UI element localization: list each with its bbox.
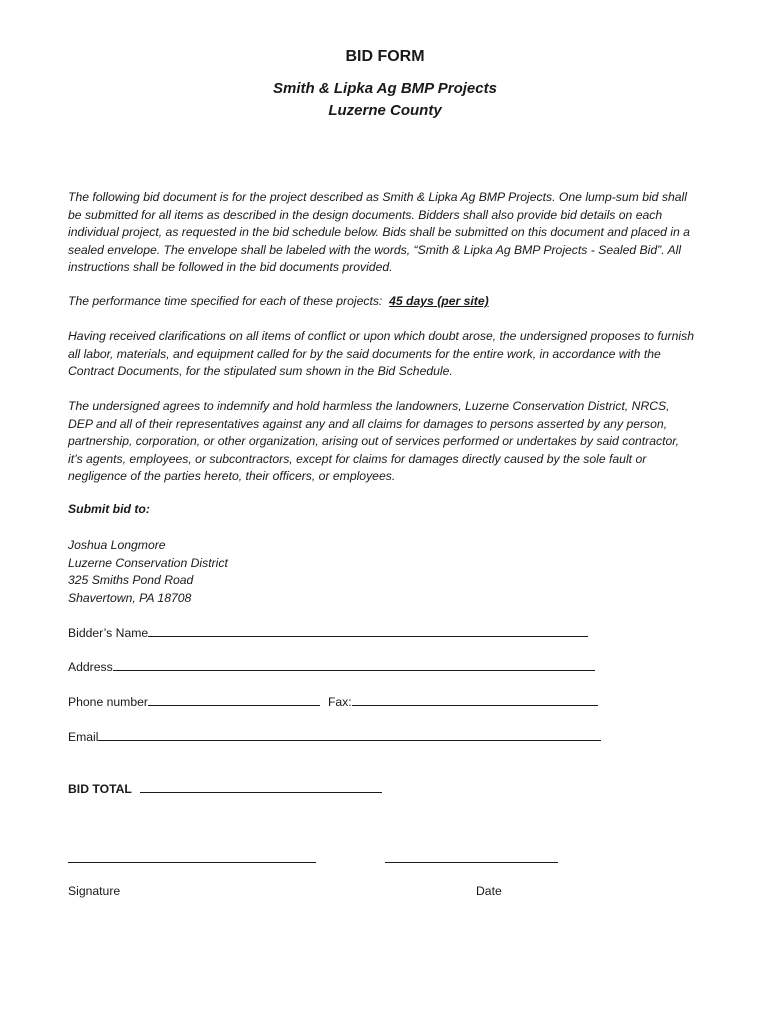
email-field[interactable] (98, 728, 601, 741)
bid-total-row (68, 780, 382, 796)
phone-label: Phone number (68, 695, 148, 709)
clarifications-paragraph: Having received clarifications on all items of conflict or upon which doubt arose, the undersigned proposes to furnish all labor, materials, and equipment called for by the said documents for the entire work, in accordance with the Contract Documents, for the stipulated sum shown in the Bid Schedule. (68, 329, 694, 378)
date-line[interactable] (385, 850, 558, 863)
recipient-city: Shavertown, PA 18708 (68, 590, 192, 605)
email-label: Email (68, 730, 99, 744)
form-title: BID FORM (345, 48, 425, 65)
address-row (68, 658, 595, 674)
address-field[interactable] (113, 658, 595, 671)
email-row (68, 728, 601, 744)
address-label: Address (68, 660, 113, 674)
indemnify-paragraph: The undersigned agrees to indemnify and hold harmless the landowners, Luzerne Conservation District, NRCS, DEP and all of their representatives against any and all claims for damages to persons asserted by any person, partnership, corporation, or other organization, arising out of services performed or undertakes by said contractor, it’s agents, employees, or subcontractors, except for claims for damages directly caused by the sole fault or negligence of the parties hereto, their officers, or employees. (68, 399, 680, 483)
phone-field[interactable] (148, 693, 320, 706)
submit-address-block (68, 537, 228, 607)
bid-total-label: BID TOTAL (68, 782, 132, 796)
signature-label: Signature (68, 884, 121, 898)
recipient-name: Joshua Longmore (68, 538, 166, 552)
fax-label: Fax: (327, 695, 352, 709)
performance-paragraph (68, 293, 696, 311)
fax-field[interactable] (352, 693, 598, 706)
submit-bid-label: Submit bid to: (68, 502, 150, 516)
date-label: Date (476, 884, 502, 898)
county-name: Luzerne County (328, 102, 442, 119)
intro-paragraph: The following bid document is for the project described as Smith & Lipka Ag BMP Projects. One lump-sum bid shall be submitted for all items as described in the design documents. Bidders shall also provide bid details on each individual project, as requested in the bid schedule below. Bids shall be submitted on this document and placed in a sealed envelope. The envelope shall be labeled with the words, “Smith & Lipka Ag BMP Projects - Sealed Bid”. All instructions shall be followed in the bid documents provided. (68, 190, 690, 274)
bidder-name-label: Bidder’s Name (68, 626, 149, 640)
bidder-name-row (68, 624, 588, 640)
recipient-street: 325 Smiths Pond Road (68, 573, 194, 587)
recipient-org: Luzerne Conservation District (68, 555, 228, 570)
phone-fax-row (68, 693, 598, 709)
performance-value: 45 days (per site) (389, 294, 489, 308)
signature-line[interactable] (68, 850, 316, 863)
bidder-name-field[interactable] (148, 624, 588, 637)
bid-total-field[interactable] (140, 780, 382, 793)
performance-text: The performance time specified for each of these projects: (68, 294, 383, 308)
project-name: Smith & Lipka Ag BMP Projects (273, 80, 497, 97)
